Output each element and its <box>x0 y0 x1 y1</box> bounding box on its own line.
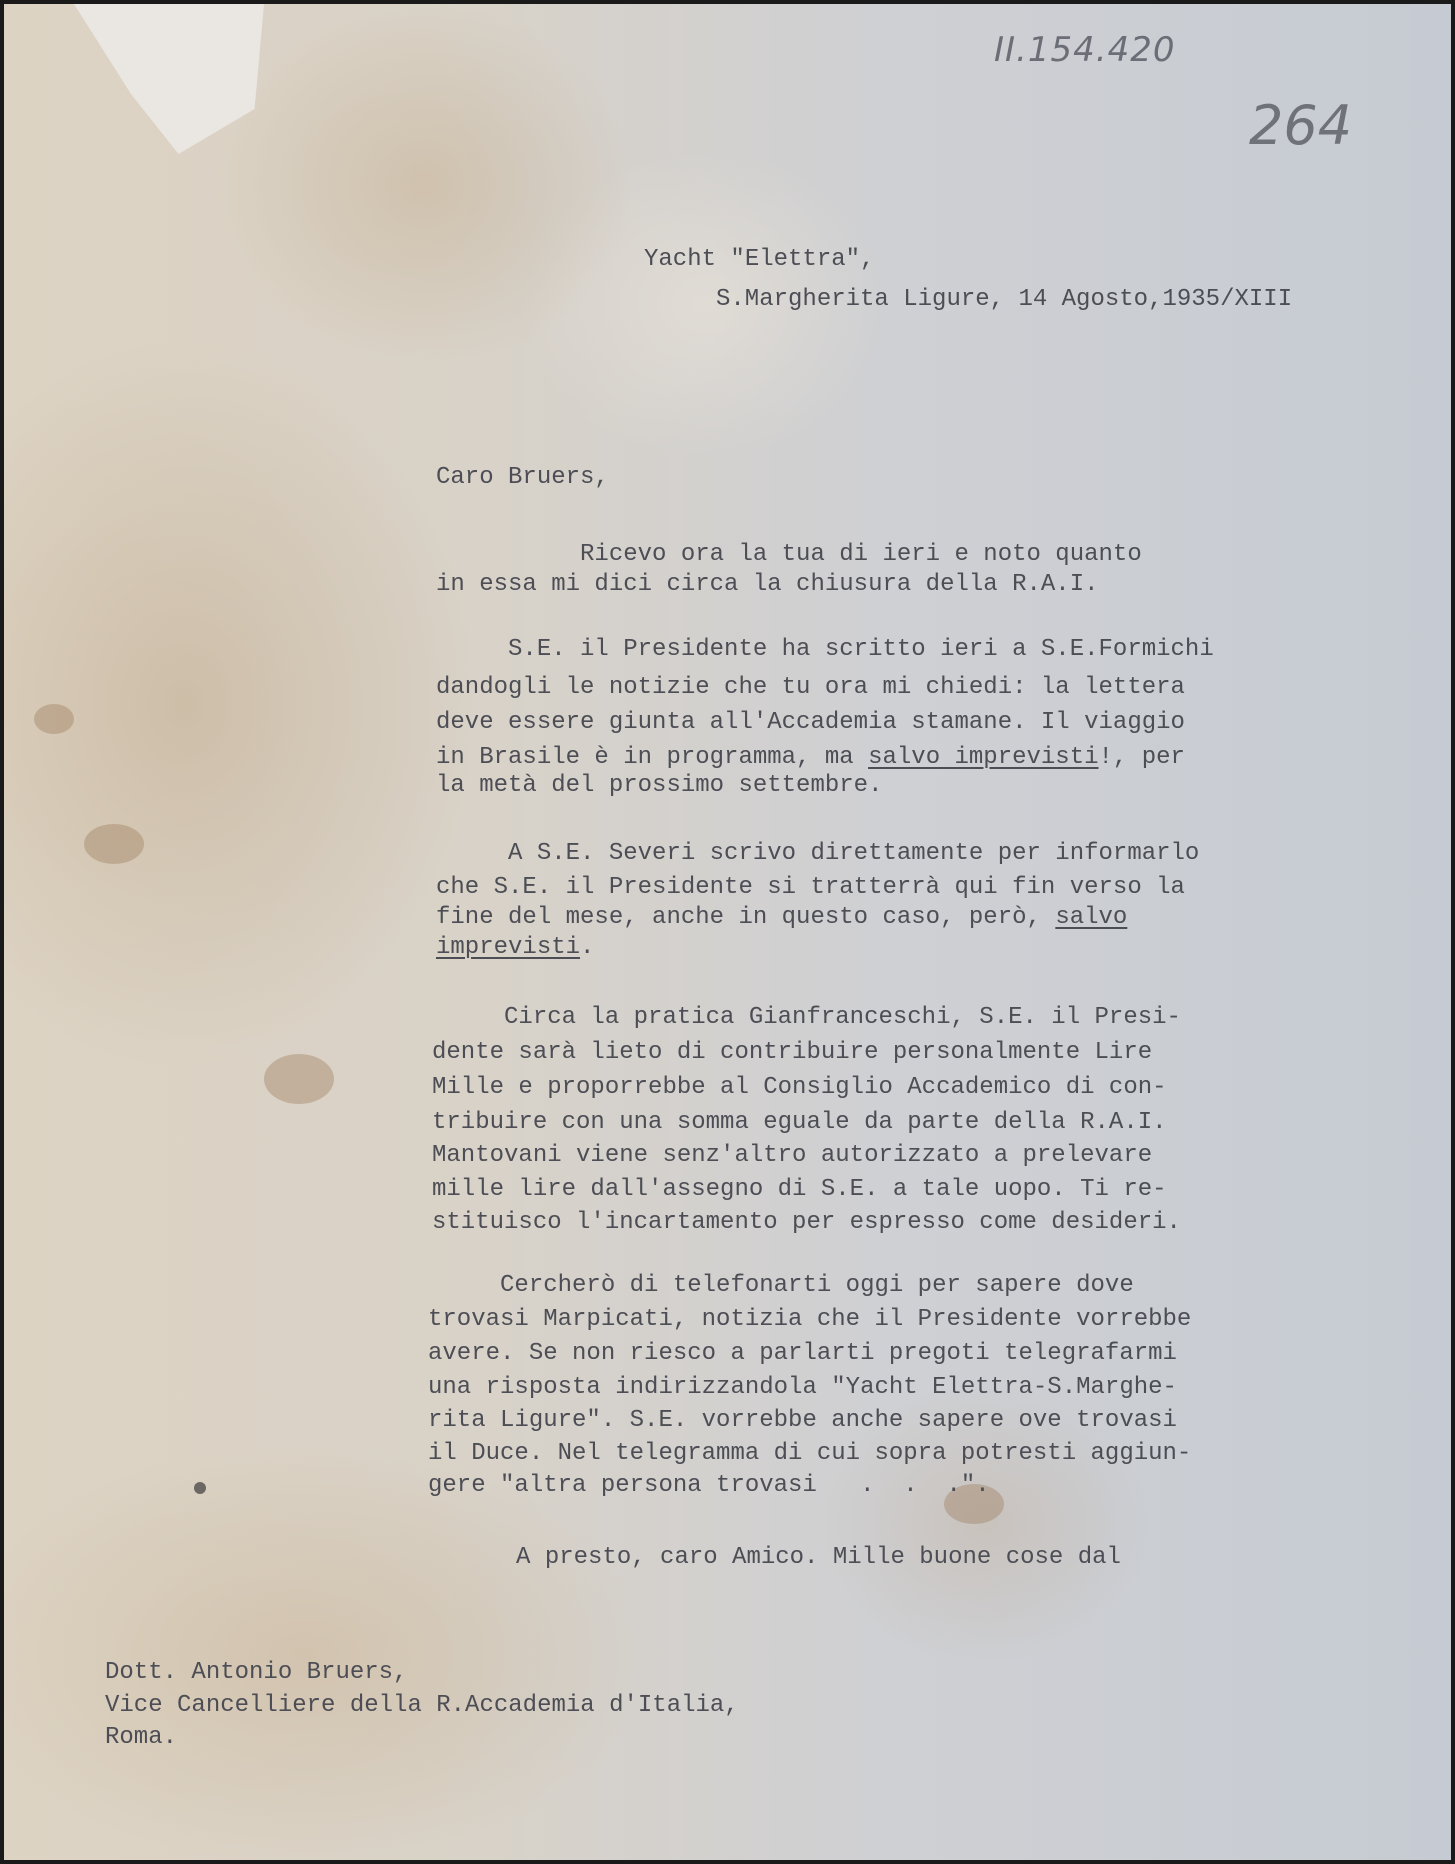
p3-line-3 <box>436 904 1127 931</box>
p3-line-1: A S.E. Severi scrivo direttamente per informarlo <box>436 840 1200 867</box>
header-line-2: S.Margherita Ligure, 14 Agosto,1935/XIII <box>716 286 1293 313</box>
p1-line-2: in essa mi dici circa la chiusura della R.A.I. <box>436 571 1099 598</box>
closing-line: A presto, caro Amico. Mille buone cose dal <box>444 1544 1121 1571</box>
p4-line-6: mille lire dall'assegno di S.E. a tale uopo. Ti re- <box>432 1176 1167 1203</box>
underlined-phrase: salvo imprevisti <box>868 744 1099 771</box>
header-line-1: Yacht "Elettra", <box>644 246 875 273</box>
p3-line-4 <box>436 934 594 961</box>
p4-line-5: Mantovani viene senz'altro autorizzato a prelevare <box>432 1142 1153 1169</box>
p5-line-6: il Duce. Nel telegramma di cui sopra potresti aggiun- <box>428 1440 1192 1467</box>
underlined-phrase: salvo <box>1055 904 1128 931</box>
addressee-line-2: Vice Cancelliere della R.Accademia d'Italia, <box>105 1692 739 1719</box>
p5-line-7: gere "altra persona trovasi . . .". <box>428 1472 990 1499</box>
p2-line-4 <box>436 744 1185 771</box>
underlined-phrase: imprevisti <box>436 934 581 961</box>
p2-line-1: S.E. il Presidente ha scritto ieri a S.E.Formichi <box>436 636 1214 663</box>
p4-line-3: Mille e proporrebbe al Consiglio Accademico di con- <box>432 1074 1167 1101</box>
page-number: 264 <box>1249 94 1353 157</box>
p5-line-5: rita Ligure". S.E. vorrebbe anche sapere ove trovasi <box>428 1407 1177 1434</box>
archive-reference: II.154.420 <box>994 30 1176 70</box>
addressee-line-3: Roma. <box>105 1724 178 1751</box>
p5-line-4: una risposta indirizzandola "Yacht Elettra-S.Marghe- <box>428 1374 1177 1401</box>
p2-line-5: la metà del prossimo settembre. <box>436 772 883 799</box>
p5-line-2: trovasi Marpicati, notizia che il Presidente vorrebbe <box>428 1306 1192 1333</box>
p3-line-2: che S.E. il Presidente si tratterrà qui fin verso la <box>436 874 1185 901</box>
letter-page <box>4 4 1451 1860</box>
p4-line-4: tribuire con una somma eguale da parte della R.A.I. <box>432 1109 1167 1136</box>
salutation: Caro Bruers, <box>436 464 609 491</box>
stain <box>84 824 144 864</box>
stain <box>264 1054 334 1104</box>
p2-line-3: deve essere giunta all'Accademia stamane. Il viaggio <box>436 709 1185 736</box>
p1-line-1: Ricevo ora la tua di ieri e noto quanto <box>436 541 1142 568</box>
addressee-line-1: Dott. Antonio Bruers, <box>105 1659 408 1686</box>
p4-line-2: dente sarà lieto di contribuire personalmente Lire <box>432 1039 1153 1066</box>
text-span: . <box>580 934 595 961</box>
text-span: in Brasile è in programma, ma <box>436 744 869 771</box>
p5-line-3: avere. Se non riesco a parlarti pregoti telegrafarmi <box>428 1340 1177 1367</box>
ink-dot <box>194 1482 206 1494</box>
p5-line-1: Cercherò di telefonarti oggi per sapere dove <box>428 1272 1134 1299</box>
text-span: !, per <box>1098 744 1185 771</box>
torn-corner <box>74 4 264 154</box>
p4-line-1: Circa la pratica Gianfranceschi, S.E. il Presi- <box>432 1004 1181 1031</box>
p4-line-7: stituisco l'incartamento per espresso come desideri. <box>432 1209 1181 1236</box>
p2-line-2: dandogli le notizie che tu ora mi chiedi: la lettera <box>436 674 1185 701</box>
stain <box>34 704 74 734</box>
text-span: fine del mese, anche in questo caso, però, <box>436 904 1056 931</box>
